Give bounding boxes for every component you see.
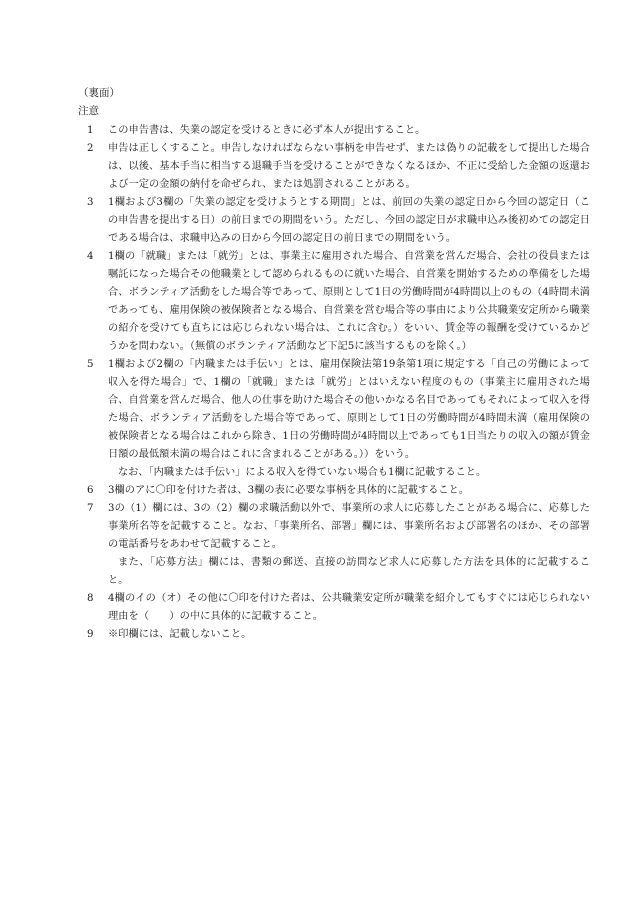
note-item-7	[87, 500, 590, 554]
note-item-8	[87, 590, 590, 626]
note-text: 1欄および2欄の「内職または手伝い」とは、雇用保険法第19条第1項に規定する「自己の労働によって収入を得た場合」で、1欄の「就職」または「就労」とはいえない程度のもの（事業主に雇用された場合、自営業を営んだ場合、他人の仕事を助けた場合その他いかなる名目であってもそれによって収入を得た場合、ボランティア活動をした場合等であって、原則として1日の労働時間が4時間未満（雇用保険の被保険者となる場合はこれから除き、1日の労働時間が4時間以上であっても1日当たりの収入の額が賃金日額の最低額未満の場合はこれに含まれることがある。））をいう。	[108, 359, 590, 460]
note-number: 1	[87, 125, 94, 136]
note-number: 7	[87, 503, 94, 514]
note-text: 3の（1）欄には、3の（2）欄の求職活動以外で、事業所の求人に応募したことがある場合に、応募した事業所名等を記載すること。なお、「事業所名、部署」欄には、事業所名および部署名のほか、その部署の電話番号をあわせて記載すること。	[108, 503, 590, 550]
note-text: 申告は正しくすること。申告しなければならない事柄を申告せず、または偽りの記載をして提出した場合は、以後、基本手当に相当する退職手当を受けることができなくなるほか、不正に受給した金額の返還および一定の金額の納付を命ぜられ、または処罰されることがある。	[108, 143, 590, 190]
note-item-5	[87, 356, 590, 464]
note-item-9	[87, 626, 590, 644]
note-text: 1欄の「就職」または「就労」とは、事業主に雇用された場合、自営業を営んだ場合、会社の役員または嘱託になった場合その他職業として認められるものに就いた場合、自営業を開始するための準備をした場合、ボランティア活動をした場合等であって、原則として1日の労働時間が4時間以上のもの（4時間未満であっても、雇用保険の被保険者となる場合、自営業を営む場合等の事由により公共職業安定所から職業の紹介を受けても直ちには応じられない場合は、これに含む。）をいい、賃金等の報酬を受けているかどうかを問わない。（無償のボランティア活動など下記5に該当するものを除く。）	[108, 251, 590, 352]
note-text: 4欄のイの（オ）その他に〇印を付けた者は、公共職業安定所が職業を紹介してもすぐには応じられない理由を（ ）の中に具体的に記載すること。	[108, 593, 590, 622]
note-number: 8	[87, 593, 94, 604]
notes-list	[78, 122, 590, 644]
note-5-supplement: なお、「内職または手伝い」による収入を得ていない場合も1欄に記載すること。	[118, 467, 487, 478]
note-text: 1欄および3欄の「失業の認定を受けようとする期間」とは、前回の失業の認定日から今回の認定日（この申告書を提出する日）の前日までの期間をいう。ただし、今回の認定日が求職申込み後初めての認定日である場合は、求職申込みの日から今回の認定日の前日までの期間をいう。	[108, 197, 590, 244]
note-item-4	[87, 248, 590, 356]
note-number: 9	[87, 629, 94, 640]
note-number: 6	[87, 485, 94, 496]
note-7-supplement: また、「応募方法」欄には、書類の郵送、直接の訪問など求人に応募した方法を具体的に記載すること。	[108, 557, 590, 586]
note-item-3	[87, 194, 590, 248]
note-item-6	[87, 482, 590, 500]
note-number: 4	[87, 251, 94, 262]
caution-heading: 注意	[78, 105, 99, 117]
note-number: 5	[87, 359, 94, 370]
note-item-1	[87, 122, 590, 140]
note-text: 3欄のアに〇印を付けた者は、3欄の表に必要な事柄を具体的に記載すること。	[108, 485, 470, 496]
note-number: 3	[87, 197, 94, 208]
note-number: 2	[87, 143, 94, 154]
note-text: ※印欄には、記載しないこと。	[108, 629, 252, 640]
note-text: この申告書は、失業の認定を受けるときに必ず本人が提出すること。	[108, 125, 426, 136]
note-item-2	[87, 140, 590, 194]
reverse-side-label: （裏面）	[78, 87, 120, 99]
